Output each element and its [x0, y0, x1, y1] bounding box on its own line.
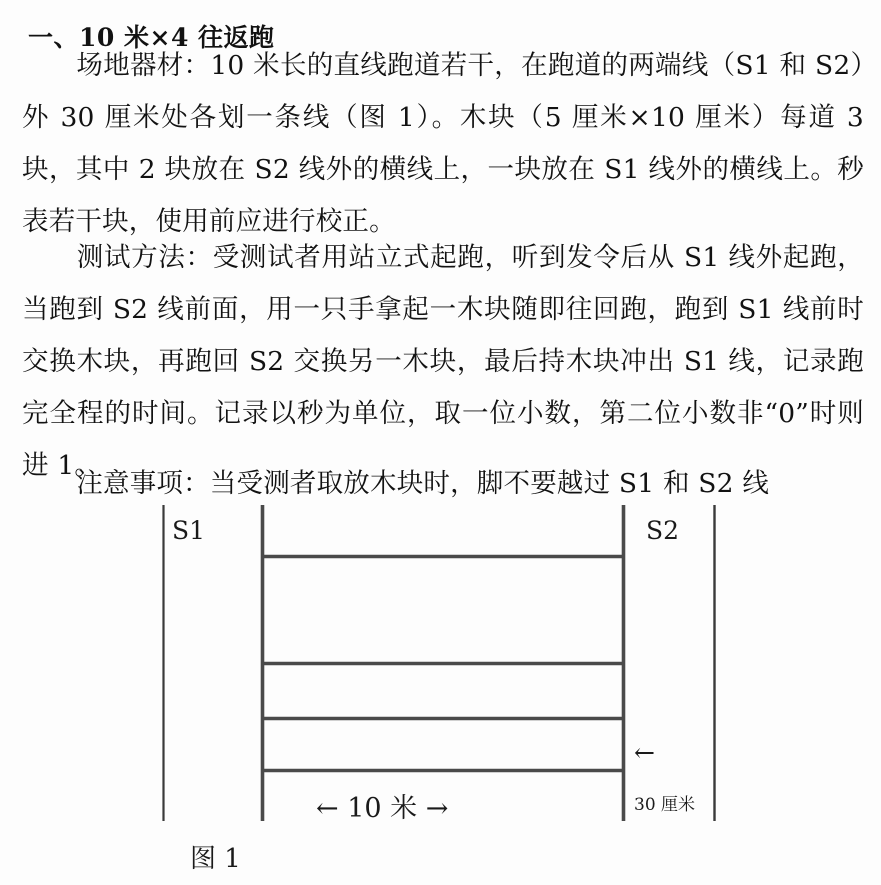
- paragraph-method-text: 测试方法：受测试者用站立式起跑，听到发令后从 S1 线外起跑，当跑到 S2 线前面，用一只手拿起一木块随即往回跑，跑到 S1 线前时交换木块，再跑回 S2 交换另一木块，最后持木块冲出 S1 线，记录跑完全程的时间。记录以秒为单位，取一位小数，第二位小数非“0”时则进 1。: [22, 242, 864, 481]
- left-arrow-icon: ←: [634, 738, 655, 767]
- paragraph-equipment: [22, 40, 864, 248]
- paragraph-equipment-text: 场地器材：10 米长的直线跑道若干，在跑道的两端线（S1 和 S2）外 30 厘米处各划一条线（图 1）。木块（5 厘米×10 厘米）每道 3 块，其中 2 块放在 S2 线外的横线上，一块放在 S1 线外的横线上。秒表若干块，使用前应进行校正。: [22, 50, 864, 237]
- figure-label-distance: ← 10 米 →: [316, 793, 449, 824]
- figure-caption: 图 1: [190, 844, 241, 874]
- paragraph-method: [22, 232, 864, 492]
- figure-label-s1: S1: [172, 516, 206, 545]
- figure-label-s2: S2: [646, 516, 680, 545]
- figure-label-offset-width: 30 厘米: [634, 795, 696, 815]
- paragraph-notes-text: 注意事项：当受测者取放木块时，脚不要越过 S1 和 S2 线: [76, 468, 770, 499]
- page-title: 一、10 米×4 往返跑: [28, 22, 275, 52]
- paragraph-notes: [22, 458, 864, 510]
